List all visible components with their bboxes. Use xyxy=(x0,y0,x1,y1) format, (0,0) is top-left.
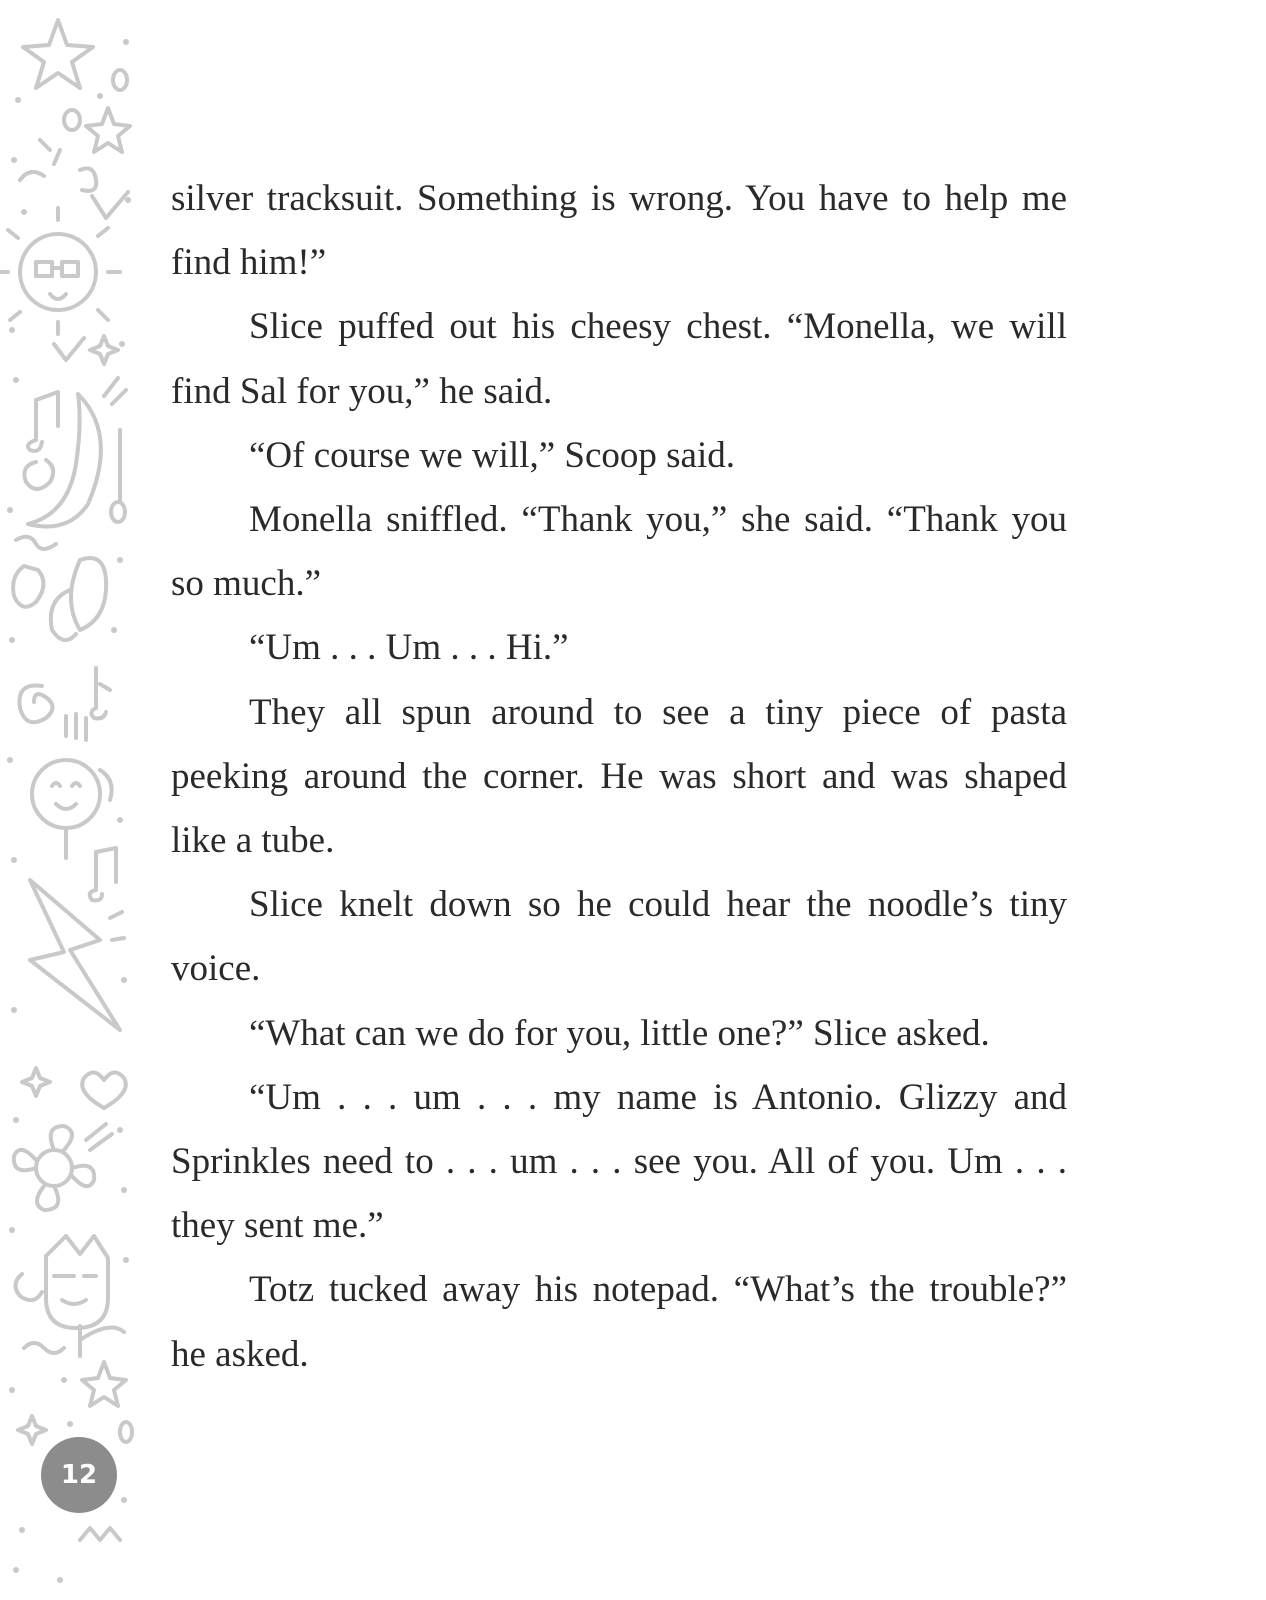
paragraph: “Of course we will,” Scoop said. xyxy=(249,434,736,476)
butterfly-icon xyxy=(51,558,106,640)
flower-petals-icon xyxy=(14,1126,94,1210)
star-doodle-icon xyxy=(86,108,130,152)
lines-doodle-icon xyxy=(110,912,124,940)
paragraph: They all spun around to see a tiny piece of pasta peeking around the corner. He was short and was shaped like a tube. xyxy=(171,691,1067,862)
lines-doodle-icon xyxy=(66,714,86,740)
doodle-border xyxy=(0,0,140,1600)
sparkle-doodle-icon xyxy=(22,1068,50,1096)
banana-icon xyxy=(28,394,101,527)
lines-doodle-icon xyxy=(86,1124,112,1150)
flower-face-icon xyxy=(32,760,100,828)
squiggle-doodle-icon xyxy=(80,1528,120,1540)
star-doodle-icon xyxy=(23,20,93,88)
check-doodle-icon xyxy=(92,192,128,218)
spiral-doodle-icon xyxy=(19,685,52,722)
spiral-doodle-icon xyxy=(24,460,53,489)
sparkle-doodle-icon xyxy=(90,336,118,364)
page-number: 12 xyxy=(41,1437,117,1513)
paragraph: Totz tucked away his notepad. “What’s the trouble?” he asked. xyxy=(171,1269,1067,1375)
spiral-doodle-icon xyxy=(15,1274,42,1300)
circle-doodle-icon xyxy=(111,502,125,522)
sparkle-doodle-icon xyxy=(18,1416,46,1444)
tulip-face-icon xyxy=(46,1236,108,1328)
paragraph: Monella sniffled. “Thank you,” she said. “Thank you so much.” xyxy=(171,499,1067,605)
paragraph: “What can we do for you, little one?” Slice asked. xyxy=(249,1012,990,1054)
circle-doodle-icon xyxy=(120,1422,132,1442)
body-text xyxy=(171,167,1067,1387)
circle-doodle-icon xyxy=(64,110,80,130)
paragraph: silver tracksuit. Something is wrong. You have to help me find him!” xyxy=(171,178,1067,284)
heart-doodle-icon xyxy=(82,1072,126,1108)
flower-center-icon xyxy=(36,1150,72,1186)
paragraph: Slice puffed out his cheesy chest. “Monella, we will find Sal for you,” he said. xyxy=(171,306,1067,412)
paragraph: Slice knelt down so he could hear the noodle’s tiny voice. xyxy=(171,884,1067,990)
music-note-icon xyxy=(28,392,58,451)
lines-doodle-icon xyxy=(104,378,126,500)
star-doodle-icon xyxy=(82,1362,126,1406)
check-doodle-icon xyxy=(54,338,84,360)
lightning-bolt-icon xyxy=(30,880,120,1030)
squiggle-doodle-icon xyxy=(16,537,56,549)
apple-doodle-icon xyxy=(13,566,43,607)
music-note-icon xyxy=(91,668,110,718)
music-note-icon xyxy=(90,848,116,900)
circle-doodle-icon xyxy=(113,70,127,90)
paragraph: “Um . . . Um . . . Hi.” xyxy=(249,627,569,669)
squiggle-doodle-icon xyxy=(20,140,96,191)
paragraph: “Um . . . um . . . my name is Antonio. Glizzy and Sprinkles need to . . . um . . . see you. All of you. Um . . . they sent me.” xyxy=(171,1076,1067,1247)
squiggle-doodle-icon xyxy=(24,1343,64,1353)
